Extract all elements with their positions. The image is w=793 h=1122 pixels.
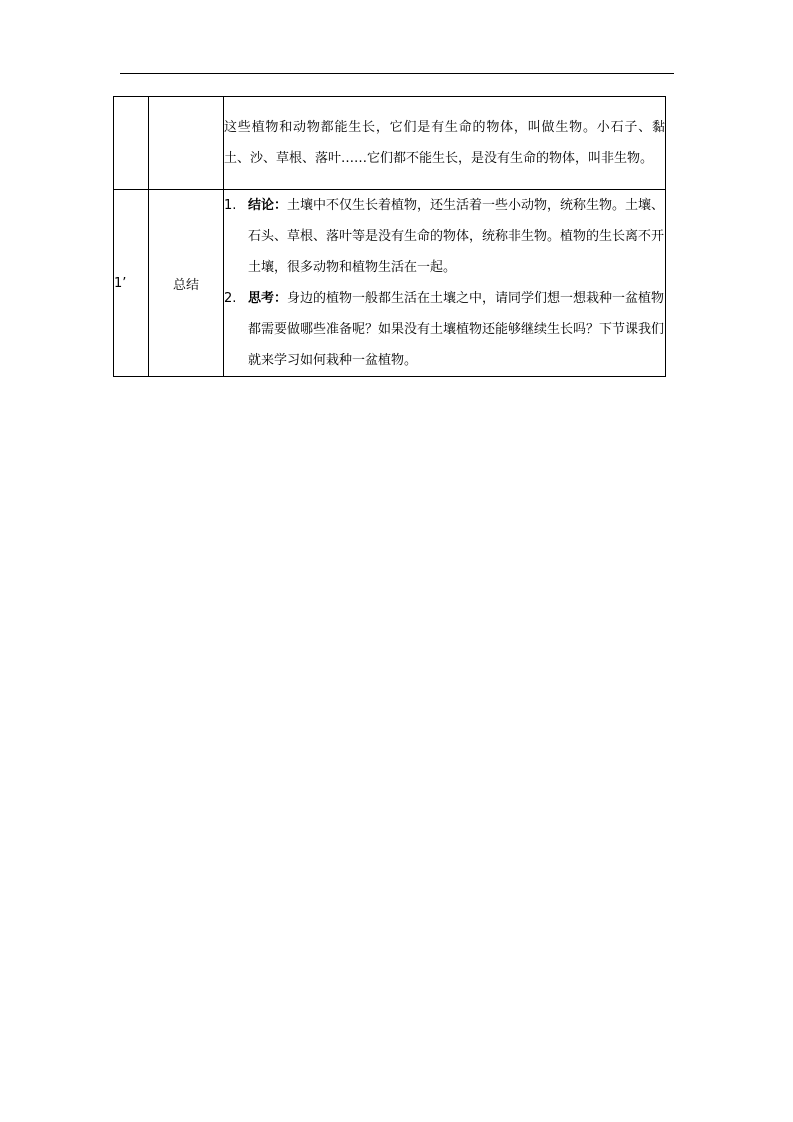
content-paragraph: 这些植物和动物都能生长，它们是有生命的物体，叫做生物。小石子、黏土、沙、草根、落叶……它们都不能生长，是没有生命的物体，叫非生物。 (224, 120, 665, 166)
item-number: 1. (224, 198, 237, 213)
list-item (224, 283, 665, 376)
list-item (224, 190, 665, 283)
header-rule (120, 73, 674, 74)
item-number: 2. (224, 291, 237, 306)
item-keyword: 结论： (248, 198, 288, 213)
lesson-plan-table (113, 96, 666, 377)
step-cell (149, 97, 224, 190)
table-row (114, 190, 666, 377)
time-cell (114, 97, 149, 190)
content-cell (224, 190, 666, 377)
content-cell (224, 97, 666, 190)
table-row (114, 97, 666, 190)
time-cell: 1’ (114, 190, 149, 377)
item-keyword: 思考： (248, 291, 288, 306)
step-cell: 总结 (149, 190, 224, 377)
item-text: 身边的植物一般都生活在土壤之中，请同学们想一想栽种一盆植物都需要做哪些准备呢？如果没有土壤植物还能够继续生长吗？下节课我们就来学习如何栽种一盆植物。 (248, 291, 665, 368)
summary-list (224, 190, 665, 376)
item-text: 土壤中不仅生长着植物，还生活着一些小动物，统称生物。土壤、石头、草根、落叶等是没有生命的物体，统称非生物。植物的生长离不开土壤，很多动物和植物生活在一起。 (248, 198, 665, 275)
